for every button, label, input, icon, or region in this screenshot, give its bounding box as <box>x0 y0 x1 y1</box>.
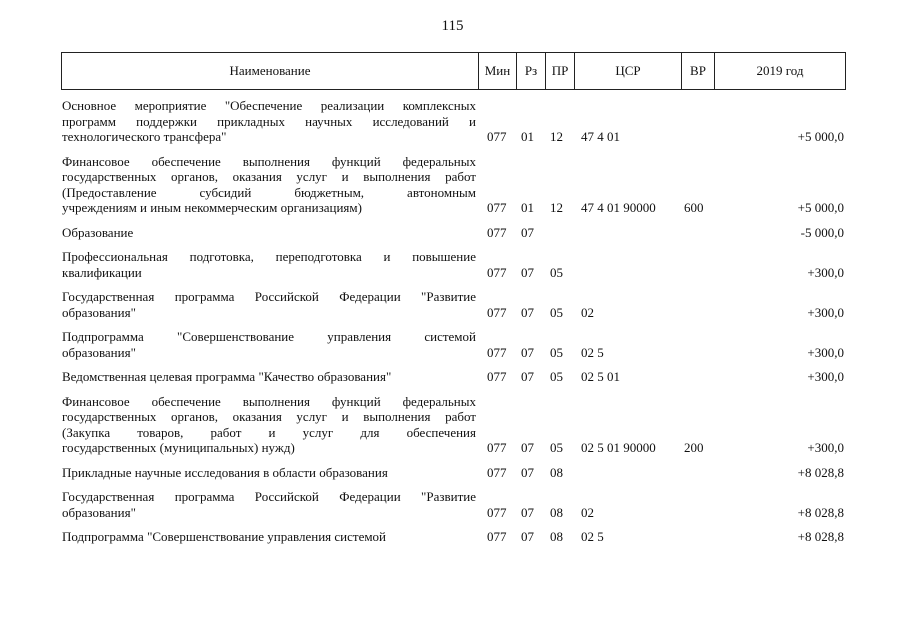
cell-csr: 02 5 01 <box>581 369 620 384</box>
cell-amount: +300,0 <box>807 440 844 455</box>
cell-pr: 05 <box>550 264 563 280</box>
row-name-line: программ поддержки прикладных научных исследований и <box>62 113 476 129</box>
row-name-line: государственных (муниципальных) нужд) <box>62 440 295 455</box>
cell-pr: 08 <box>550 464 563 480</box>
row-name-line: Основное мероприятие "Обеспечение реализации комплексных <box>62 98 476 113</box>
cell-amount: +8 028,8 <box>797 504 844 520</box>
row-name-line: Подпрограмма "Совершенствование управления системой <box>62 329 476 344</box>
row-name-line: образования" <box>62 504 136 520</box>
cell-amount: +8 028,8 <box>797 464 844 480</box>
cell-rz: 01 <box>521 200 534 215</box>
table-body <box>0 98 905 554</box>
cell-pr: 05 <box>550 369 563 384</box>
cell-pr: 12 <box>550 129 563 144</box>
cell-csr: 02 5 01 90000 <box>581 440 656 455</box>
cell-csr: 47 4 01 <box>581 129 620 144</box>
row-name-line: государственных органов, оказания услуг и выполнения работ <box>62 169 476 184</box>
cell-amount: +300,0 <box>807 344 844 360</box>
cell-amount: +5 000,0 <box>797 200 844 215</box>
row-name-line: Ведомственная целевая программа "Качество образования" <box>62 369 392 384</box>
cell-csr: 02 <box>581 504 594 520</box>
cell-amount: -5 000,0 <box>800 224 844 240</box>
row-name-line: государственных органов, оказания услуг и выполнения работ <box>62 409 476 424</box>
cell-rz: 07 <box>521 304 534 320</box>
row-codes <box>0 505 905 521</box>
row-name-line: (Закупка товаров, работ и услуг для обеспечения <box>62 424 476 440</box>
cell-pr: 05 <box>550 440 563 455</box>
cell-csr: 47 4 01 90000 <box>581 200 656 215</box>
cell-min: 077 <box>487 200 507 215</box>
row-codes <box>0 200 905 216</box>
cell-rz: 01 <box>521 129 534 144</box>
cell-pr: 05 <box>550 304 563 320</box>
cell-pr: 05 <box>550 344 563 360</box>
row-name-line: Финансовое обеспечение выполнения функций федеральных <box>62 393 476 409</box>
cell-csr: 02 5 <box>581 529 604 544</box>
cell-amount: +8 028,8 <box>797 529 844 544</box>
row-codes <box>0 305 905 321</box>
row-codes <box>0 465 905 481</box>
table-row <box>0 98 905 145</box>
cell-rz: 07 <box>521 264 534 280</box>
cell-min: 077 <box>487 224 507 240</box>
header-year: 2019 год <box>715 53 846 90</box>
cell-min: 077 <box>487 369 507 384</box>
cell-amount: +300,0 <box>807 369 844 384</box>
row-name-line: технологического трансфера" <box>62 129 227 144</box>
table-header <box>61 52 846 90</box>
cell-rz: 07 <box>521 369 534 384</box>
row-codes <box>0 265 905 281</box>
cell-min: 077 <box>487 264 507 280</box>
cell-amount: +5 000,0 <box>797 129 844 144</box>
table-row <box>0 465 905 481</box>
row-codes <box>0 345 905 361</box>
table-row <box>0 394 905 456</box>
cell-amount: +300,0 <box>807 264 844 280</box>
row-name-line: Государственная программа Российской Федерации "Развитие <box>62 489 476 504</box>
cell-rz: 07 <box>521 440 534 455</box>
table-row <box>0 225 905 241</box>
cell-pr: 12 <box>550 200 563 215</box>
cell-min: 077 <box>487 344 507 360</box>
row-name-line: образования" <box>62 304 136 320</box>
row-codes <box>0 129 905 145</box>
row-name-line: Образование <box>62 224 134 240</box>
row-codes <box>0 529 905 545</box>
table-row <box>0 154 905 216</box>
cell-rz: 07 <box>521 504 534 520</box>
header-name: Наименование <box>62 53 479 90</box>
header-vr: ВР <box>682 53 715 90</box>
row-name-line: Профессиональная подготовка, переподготовка и повышение <box>62 249 476 264</box>
table-row <box>0 249 905 280</box>
cell-amount: +300,0 <box>807 304 844 320</box>
row-name-line: Прикладные научные исследования в области образования <box>62 464 388 480</box>
table-row <box>0 289 905 320</box>
row-name-line: квалификации <box>62 264 142 280</box>
row-codes <box>0 225 905 241</box>
cell-min: 077 <box>487 440 507 455</box>
table-row <box>0 369 905 385</box>
cell-min: 077 <box>487 129 507 144</box>
header-csr: ЦСР <box>575 53 682 90</box>
row-name-line: Государственная программа Российской Федерации "Развитие <box>62 289 476 304</box>
cell-min: 077 <box>487 304 507 320</box>
row-name-line: (Предоставление субсидий бюджетным, автономным <box>62 184 476 200</box>
row-name-line: Финансовое обеспечение выполнения функций федеральных <box>62 153 476 169</box>
table-row <box>0 489 905 520</box>
cell-pr: 08 <box>550 529 563 544</box>
row-codes <box>0 440 905 456</box>
cell-rz: 07 <box>521 344 534 360</box>
header-min: Мин <box>479 53 517 90</box>
row-name-line: Подпрограмма "Совершенствование управления системой <box>62 529 387 544</box>
cell-vr: 200 <box>684 440 704 455</box>
row-name-line: учреждениям и иным некоммерческим организациям) <box>62 200 362 215</box>
cell-pr: 08 <box>550 504 563 520</box>
page-number: 115 <box>441 18 464 34</box>
cell-csr: 02 5 <box>581 344 604 360</box>
row-name-line: образования" <box>62 344 136 360</box>
cell-min: 077 <box>487 504 507 520</box>
cell-min: 077 <box>487 529 507 544</box>
cell-rz: 07 <box>521 464 534 480</box>
table-row <box>0 329 905 360</box>
cell-vr: 600 <box>684 200 704 215</box>
cell-rz: 07 <box>521 529 534 544</box>
table-row <box>0 529 905 545</box>
cell-rz: 07 <box>521 224 534 240</box>
cell-min: 077 <box>487 464 507 480</box>
header-pr: ПР <box>546 53 575 90</box>
header-rz: Рз <box>517 53 546 90</box>
cell-csr: 02 <box>581 304 594 320</box>
row-codes <box>0 369 905 385</box>
